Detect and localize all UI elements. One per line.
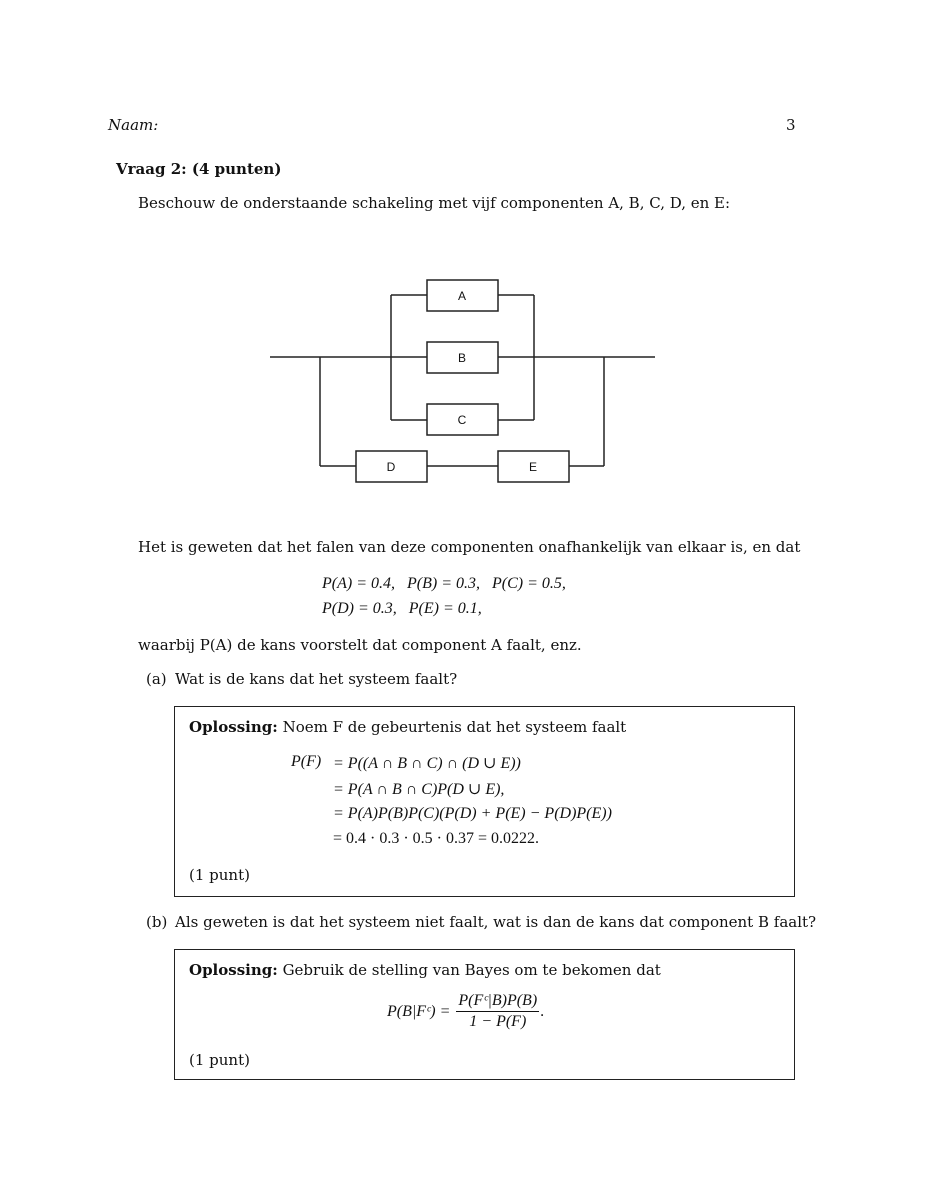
name-label: Naam:	[108, 116, 159, 134]
part-b-question: Als geweten is dat het systeem niet faalt, wat is dan de kans dat component B faalt?	[175, 913, 817, 931]
solution-b-label: Oplossing:	[189, 961, 278, 979]
solution-b-intro: Gebruik de stelling van Bayes om te bekomen dat	[282, 961, 661, 979]
part-b-label: (b)	[146, 913, 168, 931]
page-number: 3	[786, 116, 796, 134]
solution-a-heading	[189, 718, 626, 736]
question-points: (4 punten)	[191, 160, 282, 178]
given-note: waarbij P(A) de kans voorstelt dat component A faalt, enz.	[138, 636, 582, 654]
question-number: Vraag 2:	[116, 160, 187, 178]
solution-b-lhs: P(B|Fᶜ) =	[387, 1002, 451, 1020]
given-eq-line1: P(A) = 0.4, P(B) = 0.3, P(C) = 0.5,	[322, 575, 566, 592]
component-e-label: E	[528, 460, 538, 474]
solution-a-eq-line4: = 0.4 · 0.3 · 0.5 · 0.37 = 0.0222.	[333, 830, 540, 847]
component-c-label: C	[457, 413, 467, 427]
solution-a-label: Oplossing:	[189, 718, 278, 736]
solution-b-fraction	[456, 992, 539, 1031]
solution-b-period: .	[540, 1002, 545, 1020]
solution-b-equation	[387, 992, 544, 1031]
solution-a-eq-line1: = P((A ∩ B ∩ C) ∩ (D ∪ E))	[333, 755, 521, 772]
component-b-label: B	[457, 351, 467, 365]
given-eq-line2: P(D) = 0.3, P(E) = 0.1,	[322, 600, 482, 617]
solution-a-lhs: P(F)	[291, 753, 322, 770]
component-d-label: D	[386, 460, 396, 474]
solution-a-eq-line2: = P(A ∩ B ∩ C)P(D ∪ E),	[333, 781, 505, 798]
given-text: Het is geweten dat het falen van deze componenten onafhankelijk van elkaar is, en dat	[138, 538, 801, 556]
component-a-label: A	[457, 289, 467, 303]
part-a-question: Wat is de kans dat het systeem faalt?	[175, 670, 458, 688]
solution-b-numerator: P(Fᶜ|B)P(B)	[456, 992, 539, 1012]
circuit-diagram	[0, 0, 926, 520]
solution-a-points: (1 punt)	[189, 866, 250, 884]
question-intro: Beschouw de onderstaande schakeling met vijf componenten A, B, C, D, en E:	[138, 194, 731, 212]
solution-b-denominator: 1 − P(F)	[469, 1013, 527, 1030]
solution-a-intro: Noem F de gebeurtenis dat het systeem faalt	[282, 718, 627, 736]
part-a-label: (a)	[146, 670, 167, 688]
solution-b-heading	[189, 961, 661, 979]
solution-box-b	[174, 949, 795, 1080]
solution-b-points: (1 punt)	[189, 1051, 250, 1069]
solution-box-a	[174, 706, 795, 897]
solution-a-eq-line3: = P(A)P(B)P(C)(P(D) + P(E) − P(D)P(E))	[333, 805, 612, 822]
